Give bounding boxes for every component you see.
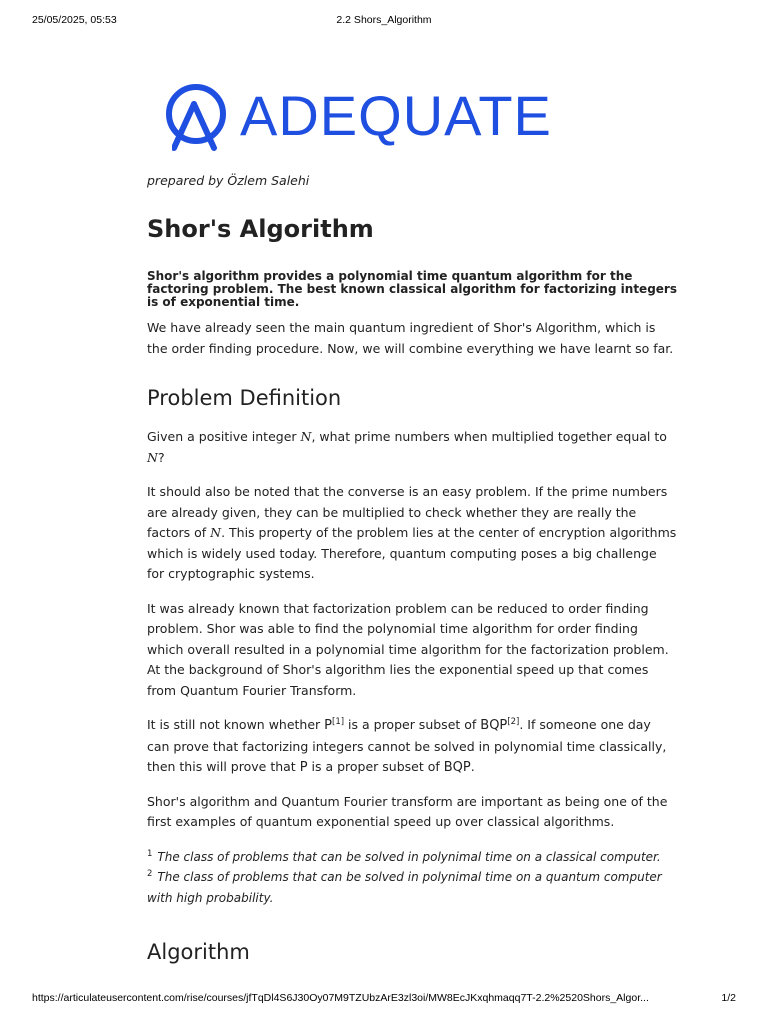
page-number: 1/2	[721, 992, 736, 1004]
lead-paragraph: Shor's algorithm provides a polynomial time quantum algorithm for the factoring problem. The best known classical algorithm for factorizing integers is of exponential time.	[147, 269, 677, 309]
text-fragment: . If someone one day can prove that factorizing integers cannot be solved in polynomial time classically, then this will prove that	[147, 717, 667, 774]
footnote-text: The class of problems that can be solved in polynimal time on a quantum computer with high probability.	[147, 870, 662, 905]
footnote-ref-2[interactable]: [2]	[507, 716, 520, 727]
text-fragment: .	[470, 759, 475, 774]
math-var-n: N	[300, 429, 312, 444]
lesson-content	[147, 172, 677, 966]
text-fragment: is a proper subset of	[344, 717, 481, 732]
text-fragment: . This property of the problem lies at the center of encryption algorithms which is widely used today. Therefore, quantum computing poses a big challenge for cryptographic systems.	[147, 525, 677, 581]
converse-paragraph	[147, 482, 677, 585]
text-fragment: It should also be noted that the converse is an easy problem. If the prime numbers are already given, they can be multiplied to check whether they are really the factors of	[147, 484, 668, 540]
complexity-paragraph	[147, 715, 677, 779]
text-fragment: It is still not known whether	[147, 717, 325, 732]
class-bqp: BQP	[480, 718, 508, 733]
text-fragment: ?	[157, 449, 165, 465]
page-title: Shor's Algorithm	[147, 215, 374, 243]
footnote-text: The class of problems that can be solved in polynimal time on a classical computer.	[157, 849, 661, 864]
footnote-1	[147, 847, 677, 868]
print-url: https://articulateusercontent.com/rise/courses/jfTqDl4S6J30Oy07M9TZUbzArE3zl3oi/MW8EcJKxqhmaqq7T-2.2%2520Shors_Algor...	[32, 992, 649, 1004]
print-header	[0, 14, 768, 30]
author-line: prepared by Özlem Salehi	[147, 173, 310, 188]
adequate-logo-icon	[162, 80, 234, 152]
logo-wordmark: ADEQUATE	[240, 84, 552, 147]
class-p: P	[324, 718, 333, 733]
importance-paragraph: Shor's algorithm and Quantum Fourier transform are important as being one of the first examples of quantum exponential speed up over classical algorithms.	[147, 793, 668, 829]
footnote-number: 2	[147, 869, 153, 879]
intro-paragraph: We have already seen the main quantum ingredient of Shor's Algorithm, which is the order finding procedure. Now, we will combine everything we have learnt so far.	[147, 320, 674, 356]
reduction-paragraph: It was already known that factorization problem can be reduced to order finding problem. Shor was able to find the polynomial time algorithm for order finding which overall resulted in a polynomial time algorithm for the factorization problem. At the background of Shor's algorithm lies the exponential speed up that comes from Quantum Fourier Transform.	[147, 600, 669, 698]
print-title: 2.2 Shors_Algorithm	[336, 14, 432, 26]
text-fragment: , what prime numbers when multiplied together equal to	[311, 429, 667, 444]
footnote-ref-1[interactable]: [1]	[332, 716, 345, 727]
section-heading-problem-definition: Problem Definition	[147, 386, 342, 410]
adequate-logo	[162, 80, 572, 152]
section-heading-algorithm: Algorithm	[147, 940, 250, 964]
footnote-2	[147, 867, 677, 908]
text-fragment: is a proper subset of	[307, 759, 444, 774]
math-var-n: N	[147, 449, 158, 465]
class-bqp: BQP	[443, 760, 471, 775]
class-p: P	[299, 760, 308, 775]
problem-question	[147, 427, 677, 468]
print-date: 25/05/2025, 05:53	[32, 14, 117, 26]
text-fragment: Given a positive integer	[147, 429, 301, 444]
math-var-n: N	[210, 525, 222, 540]
footnote-number: 1	[147, 848, 153, 859]
print-footer	[0, 992, 768, 1008]
footnotes	[147, 847, 677, 909]
